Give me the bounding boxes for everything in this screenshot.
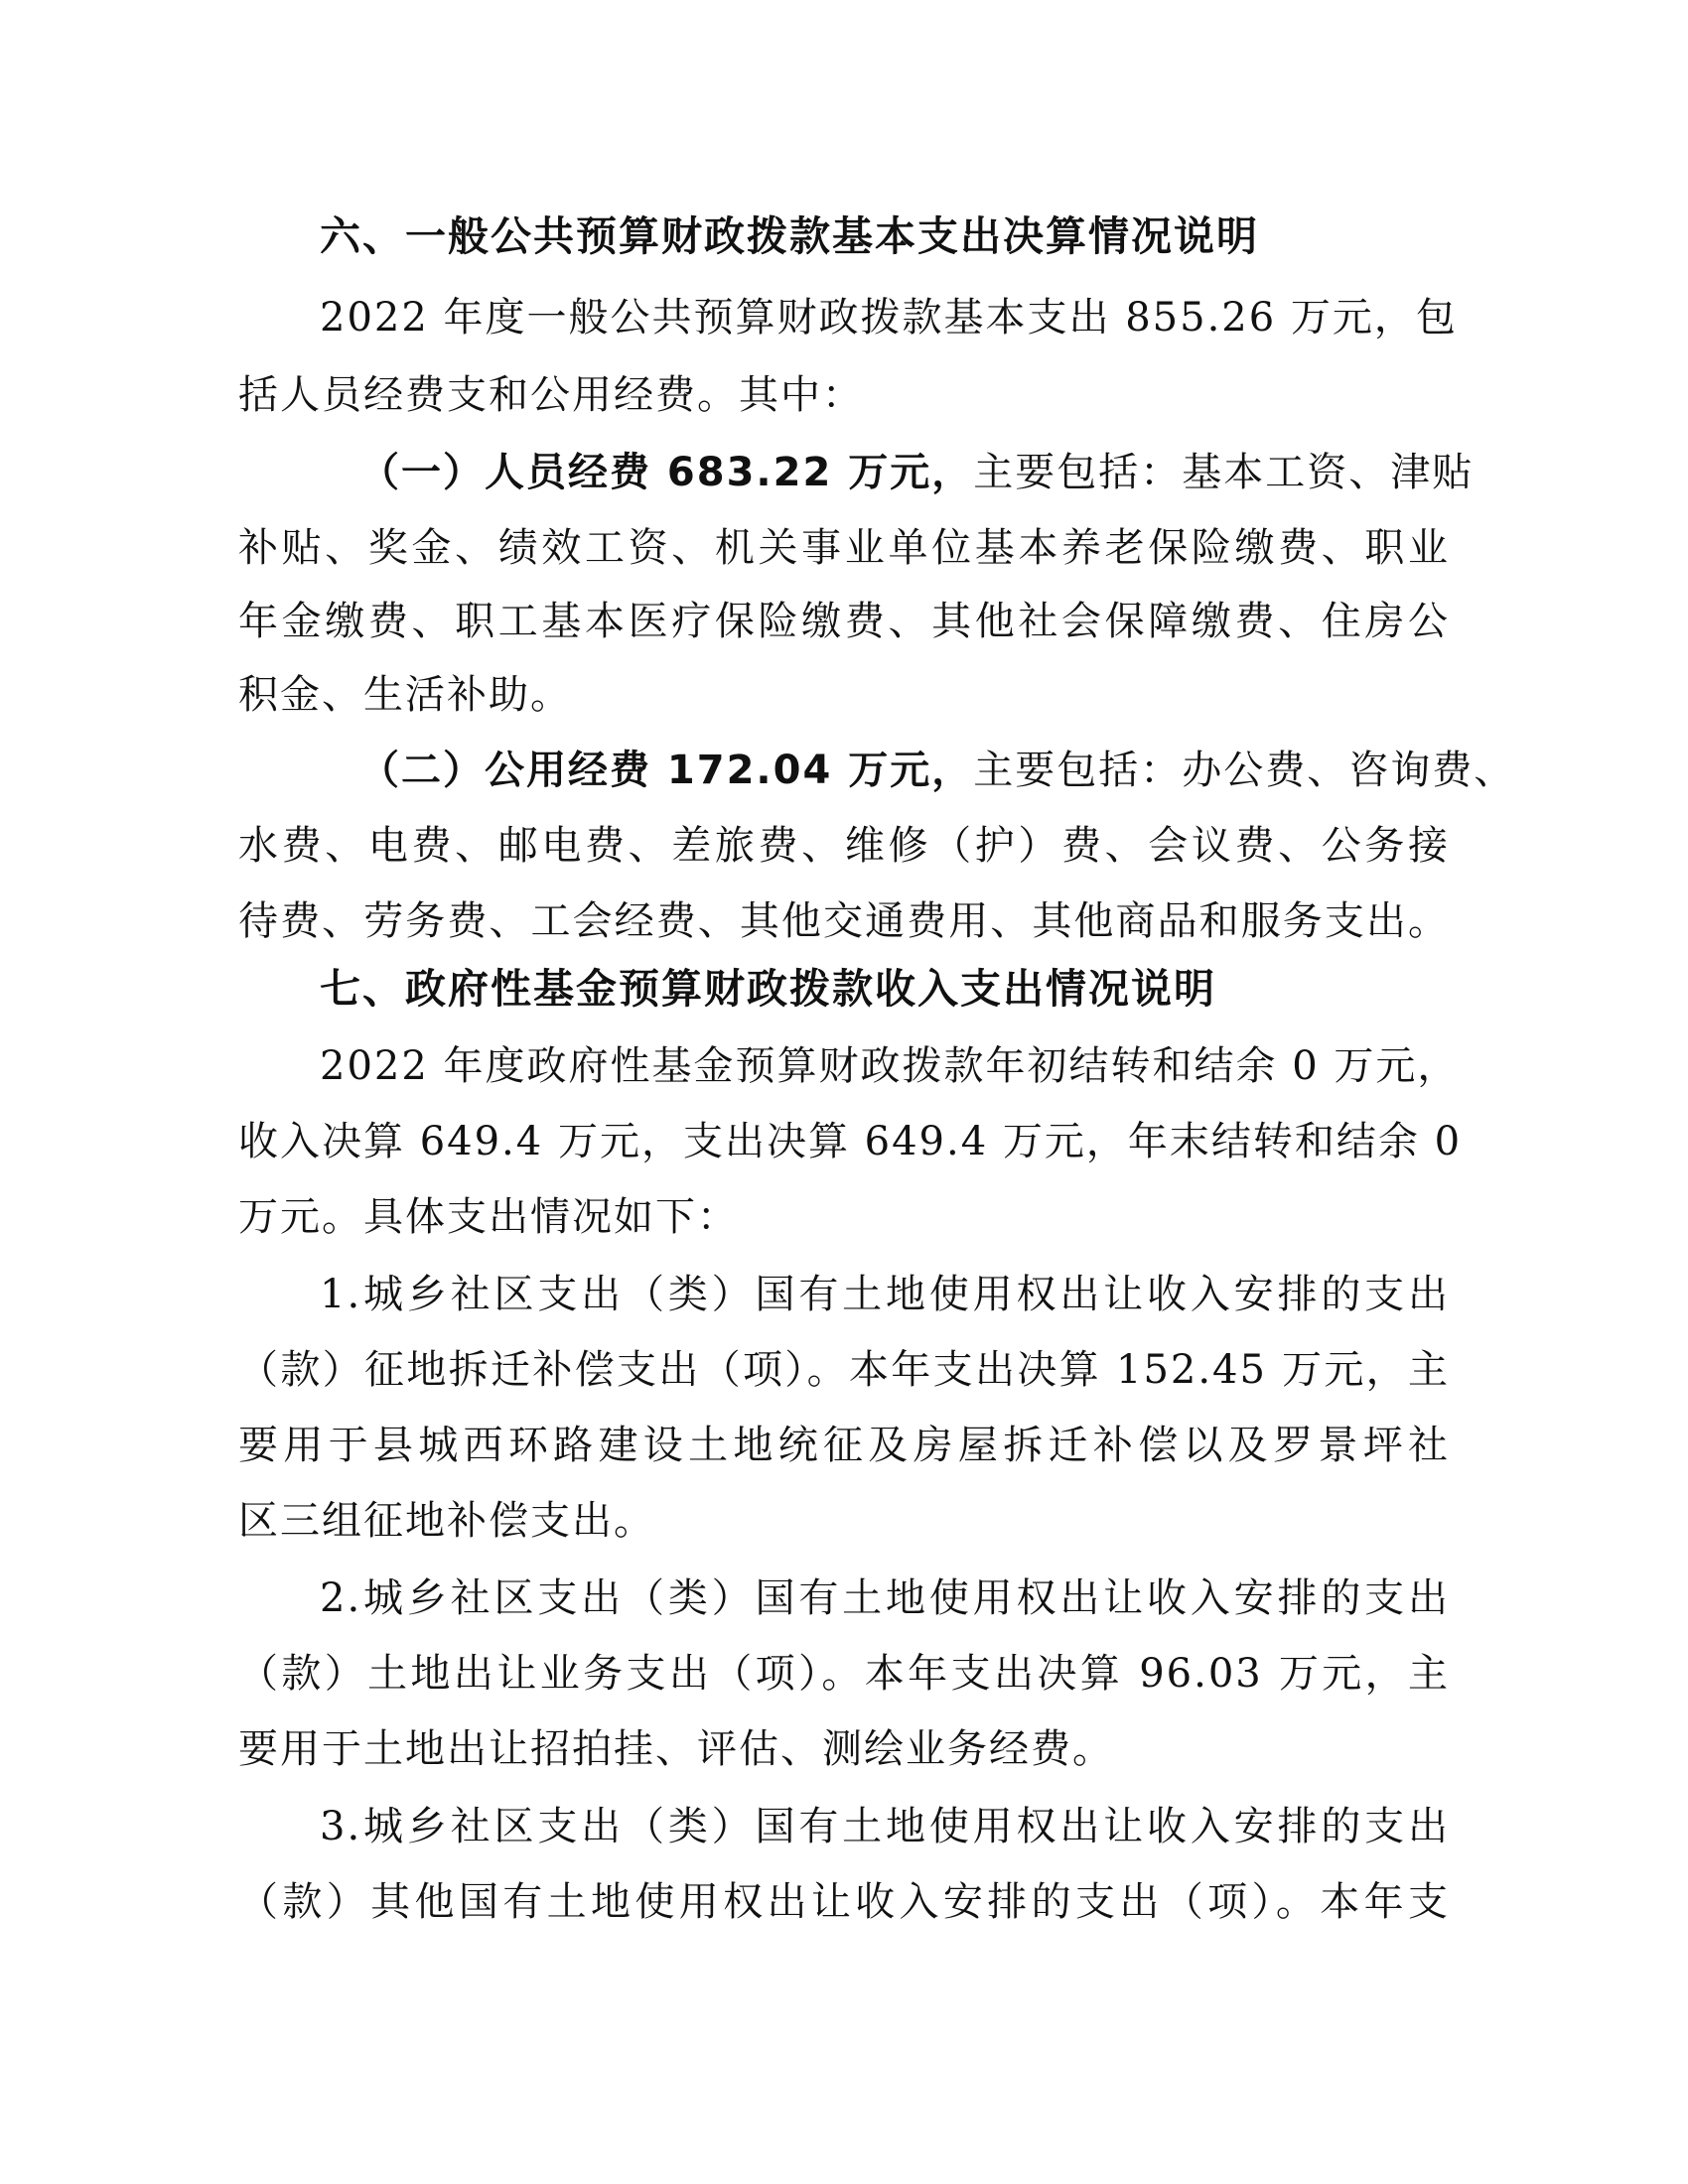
public-expense-line: 待费、劳务费、工会经费、其他交通费用、其他商品和服务支出。 [238,898,1450,944]
expenditure-item-line: 要用于土地出让招拍挂、评估、测绘业务经费。 [238,1726,1114,1772]
personnel-expense-line: 积金、生活补助。 [238,672,572,718]
personnel-expense-line: 补贴、奖金、绩效工资、机关事业单位基本养老保险缴费、职业 [238,525,1450,571]
public-expense-text: 主要包括：办公费、咨询费、 [973,748,1516,793]
section-7-intro-line: 2022 年度政府性基金预算财政拨款年初结转和结余 0 万元， [320,1043,1460,1089]
section-7-intro-line: 收入决算 649.4 万元，支出决算 649.4 万元，年末结转和结余 0 [238,1119,1463,1164]
section-6-intro-line: 括人员经费支和公用经费。其中： [238,372,864,418]
expenditure-item-line: 1.城乡社区支出（类）国有土地使用权出让收入安排的支出 [320,1272,1450,1317]
personnel-expense-label: （一）人员经费 683.22 万元， [359,450,974,495]
section-7-heading: 七、政府性基金预算财政拨款收入支出情况说明 [320,965,1216,1013]
section-6-intro-line: 2022 年度一般公共预算财政拨款基本支出 855.26 万元，包 [320,295,1458,341]
expenditure-item-line: 2.城乡社区支出（类）国有土地使用权出让收入安排的支出 [320,1575,1450,1621]
public-expense-line: 水费、电费、邮电费、差旅费、维修（护）费、会议费、公务接 [238,823,1450,869]
expenditure-item-line: 3.城乡社区支出（类）国有土地使用权出让收入安排的支出 [320,1804,1450,1849]
public-expense-first-line [359,741,1516,800]
expenditure-item-line: （款）征地拆迁补偿支出（项）。本年支出决算 152.45 万元，主 [238,1347,1450,1393]
section-7-intro-line: 万元。具体支出情况如下： [238,1194,739,1240]
expenditure-item-line: 区三组征地补偿支出。 [238,1498,655,1544]
section-6-heading: 六、一般公共预算财政拨款基本支出决算情况说明 [320,212,1259,260]
personnel-expense-first-line [359,443,1475,502]
expenditure-item-line: 要用于县城西环路建设土地统征及房屋拆迁补偿以及罗景坪社 [238,1423,1450,1468]
expenditure-item-line: （款）其他国有土地使用权出让收入安排的支出（项）。本年支 [238,1879,1450,1925]
public-expense-label: （二）公用经费 172.04 万元， [359,748,974,793]
expenditure-item-line: （款）土地出让业务支出（项）。本年支出决算 96.03 万元，主 [238,1651,1450,1697]
personnel-expense-text: 主要包括：基本工资、津贴 [973,450,1475,495]
personnel-expense-line: 年金缴费、职工基本医疗保险缴费、其他社会保障缴费、住房公 [238,599,1450,644]
